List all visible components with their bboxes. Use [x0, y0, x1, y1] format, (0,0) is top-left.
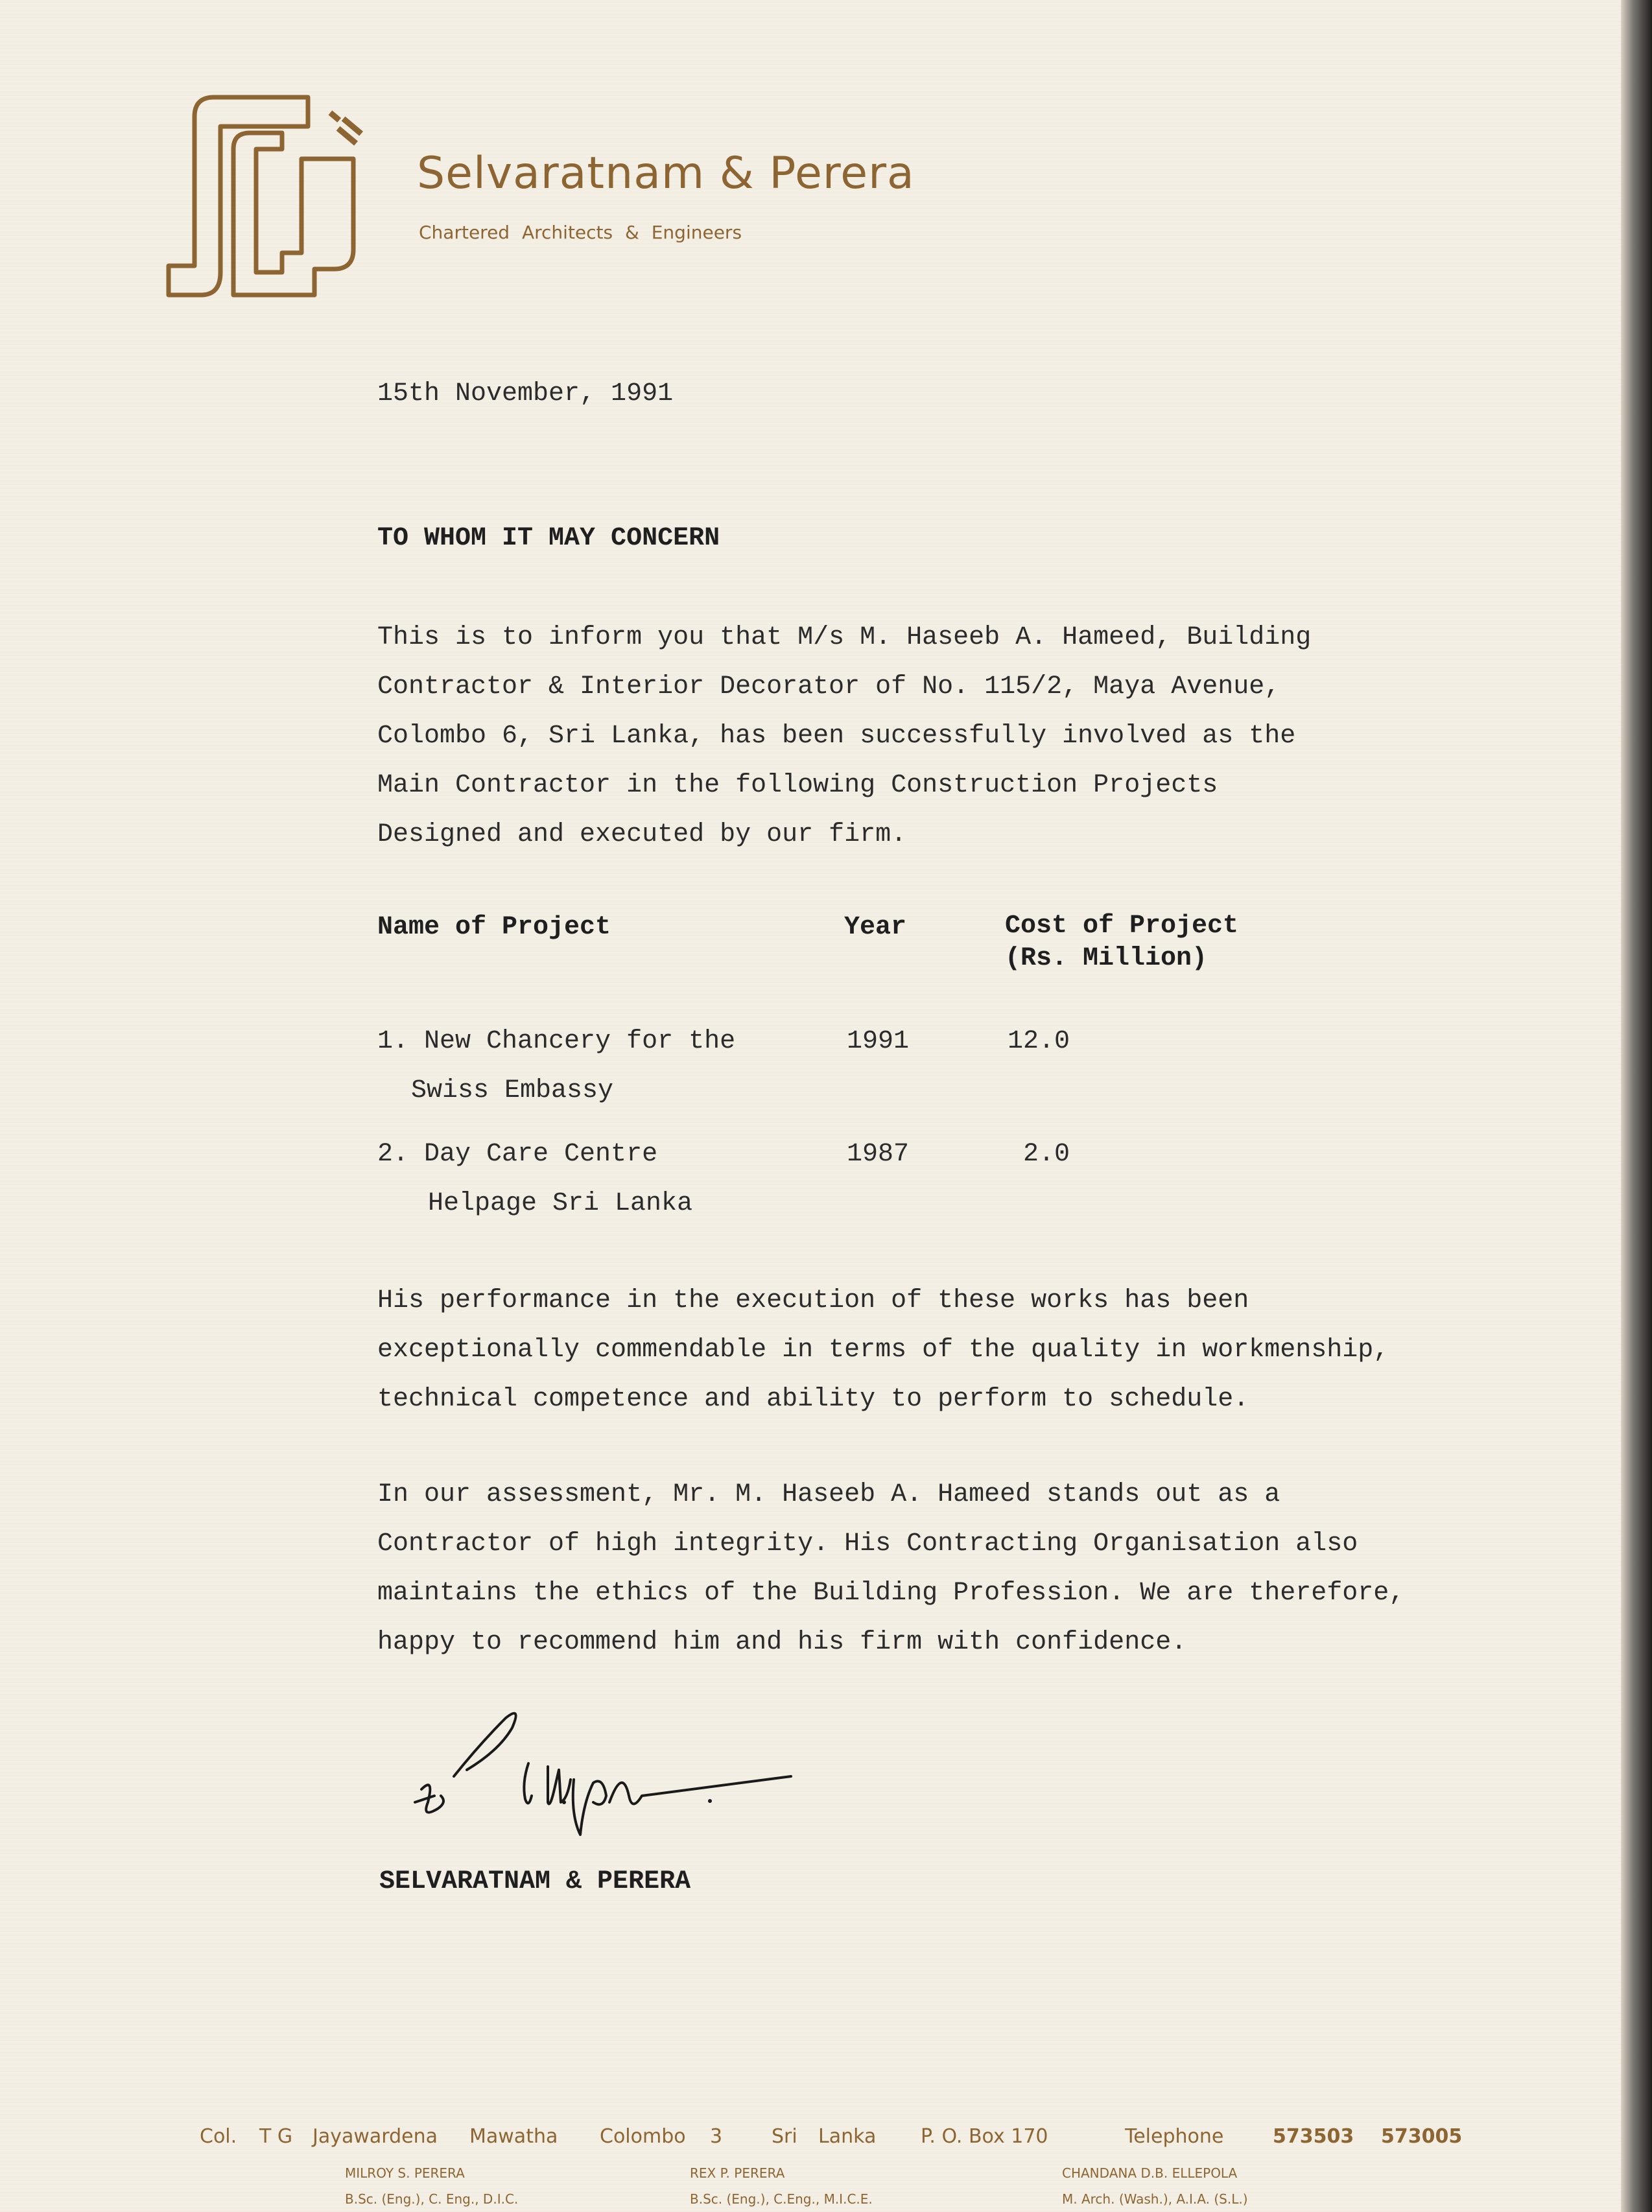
letter-date: 15th November, 1991 — [377, 379, 674, 408]
table-row-cost: 12.0 — [1008, 1027, 1070, 1056]
table-row-name: 2. Day Care Centre — [377, 1140, 658, 1169]
intro-paragraph — [377, 613, 1311, 860]
performance-line: His performance in the execution of these works has been — [377, 1286, 1249, 1315]
partner-name: MILROY S. PERERA — [345, 2165, 465, 2181]
footer-address-part: 3 — [710, 2125, 723, 2148]
table-header-cost: Cost of Project — [1005, 912, 1239, 941]
intro-line: Contractor & Interior Decorator of No. 115/2, Maya Avenue, — [377, 672, 1280, 701]
footer-address-part: T G — [259, 2125, 293, 2148]
handwritten-signature — [408, 1705, 797, 1887]
partner-qualifications: M. Arch. (Wash.), A.I.A. (S.L.) — [1062, 2191, 1248, 2207]
table-row-name: 1. New Chancery for the — [377, 1027, 736, 1056]
footer-phone: 573503 — [1273, 2125, 1354, 2148]
partner-name: CHANDANA D.B. ELLEPOLA — [1062, 2165, 1238, 2181]
partner-entry — [690, 2165, 873, 2207]
table-header-year: Year — [844, 913, 907, 942]
footer-address-part: Telephone — [1125, 2125, 1224, 2148]
assessment-line: In our assessment, Mr. M. Haseeb A. Hameed stands out as a — [377, 1480, 1280, 1509]
footer-address-part: Mawatha — [469, 2125, 558, 2148]
assessment-line: Contractor of high integrity. His Contracting Organisation also — [377, 1529, 1358, 1559]
footer-address-part: P. O. Box 170 — [921, 2125, 1048, 2148]
table-row-name-cont: Swiss Embassy — [411, 1076, 614, 1105]
footer-address-part: Colombo — [600, 2125, 686, 2148]
table-row-year: 1991 — [847, 1027, 910, 1056]
footer-address-part: Col. — [200, 2125, 237, 2148]
signatory-name: SELVARATNAM & PERERA — [379, 1867, 691, 1896]
firm-monogram-logo-icon — [165, 88, 373, 305]
partner-qualifications: B.Sc. (Eng.), C.Eng., M.I.C.E. — [690, 2191, 873, 2207]
partner-qualifications: B.Sc. (Eng.), C. Eng., D.I.C. — [345, 2191, 519, 2207]
intro-line: Colombo 6, Sri Lanka, has been successfully involved as the — [377, 722, 1296, 751]
table-row-name-cont: Helpage Sri Lanka — [428, 1189, 693, 1218]
intro-line: This is to inform you that M/s M. Haseeb A. Hameed, Building — [377, 623, 1312, 652]
footer-address-part: Sri — [772, 2125, 797, 2148]
scan-page-edge — [1621, 0, 1652, 2212]
footer-address-part: Lanka — [818, 2125, 877, 2148]
firm-subtitle: Chartered Architects & Engineers — [419, 222, 742, 243]
partner-entry — [345, 2165, 518, 2207]
intro-line: Main Contractor in the following Construction Projects — [377, 771, 1218, 800]
performance-paragraph — [377, 1277, 1389, 1424]
table-header-cost-unit: (Rs. Million) — [1005, 944, 1208, 973]
assessment-line: maintains the ethics of the Building Profession. We are therefore, — [377, 1579, 1405, 1608]
partner-entry — [1062, 2165, 1248, 2207]
partner-name: REX P. PERERA — [690, 2165, 785, 2181]
firm-name: Selvaratnam & Perera — [417, 148, 915, 199]
performance-line: technical competence and ability to perform to schedule. — [377, 1385, 1249, 1414]
table-row-cost: 2.0 — [1023, 1140, 1070, 1169]
footer-phone: 573005 — [1381, 2125, 1463, 2148]
assessment-line: happy to recommend him and his firm with confidence. — [377, 1628, 1187, 1657]
letter-salutation: TO WHOM IT MAY CONCERN — [377, 524, 720, 553]
performance-line: exceptionally commendable in terms of the quality in workmenship, — [377, 1335, 1389, 1365]
table-row-year: 1987 — [847, 1140, 910, 1169]
table-header-name: Name of Project — [377, 913, 611, 942]
footer-address-part: Jayawardena — [313, 2125, 438, 2148]
intro-line: Designed and executed by our firm. — [377, 820, 907, 849]
assessment-paragraph — [377, 1470, 1404, 1667]
